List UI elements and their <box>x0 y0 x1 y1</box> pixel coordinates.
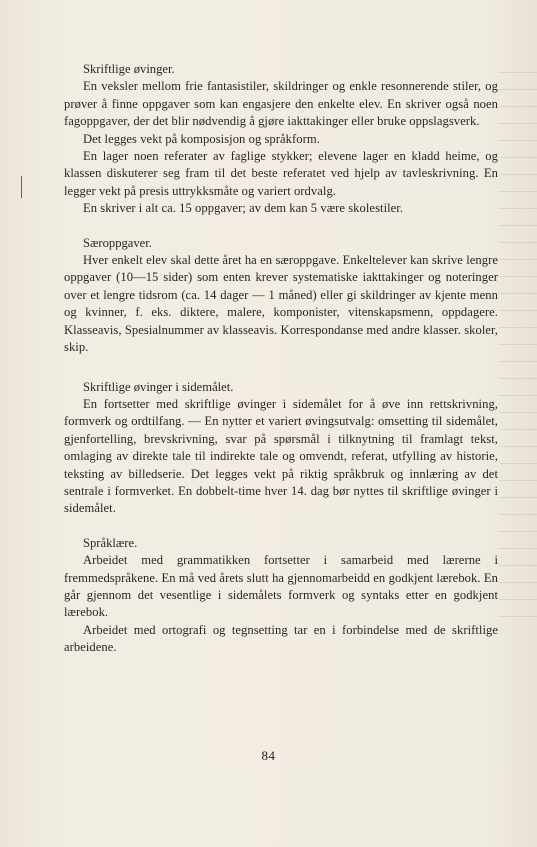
section-skriftlige-ovinger <box>64 61 498 218</box>
paragraph: Det legges vekt på komposisjon og språkform. <box>83 131 320 146</box>
section-saeroppgaver <box>64 235 498 357</box>
section-sidemalet <box>64 379 498 518</box>
page-number: 84 <box>261 748 276 763</box>
section-heading: Skriftlige øvinger. <box>83 62 175 76</box>
paragraph: En skriver i alt ca. 15 oppgaver; av dem kan 5 være skolestiler. <box>83 201 404 216</box>
show-through-text <box>499 60 537 620</box>
page-body <box>64 61 498 657</box>
paragraph: Arbeidet med ortografi og tegnsetting tar en i forbindelse med de skriftlige arbeidene. <box>64 622 498 655</box>
paragraph: Arbeidet med grammatikken fortsetter i samarbeid med lærerne i fremmedspråkene. En må ved årets slutt ha gjennomarbeidd en godkjent lærebok. En går gjennom det vesentlige i sidemålets formverk og syntaks etter en godkjent lærebok. <box>64 553 498 620</box>
margin-pencil-mark <box>21 176 22 198</box>
paragraph: En fortsetter med skriftlige øvinger i sidemålet for å øve inn rettskrivning, formverk og ordtilfang. — En nytter et variert øvingsutvalg: omsetting til sidemålet, gjenfortelling, brevskrivning, svar på spørsmål i tilknytning til framlagt tekst, omlaging av direkte tale til indirekte tale og omvendt, referat, utfylling av historie, teksting av billedserie. Det legges vekt på riktig språkbruk og innlæring av det sentrale i formverket. En dobbelt-time hver 14. dag bør nyttes til skriftlige øvinger i sidemålet. <box>64 396 498 516</box>
paragraph: En lager noen referater av faglige stykker; elevene lager en kladd heime, og klassen diskuterer seg fram til det beste referatet ved hjelp av tavleskrivning. En legger vekt på presis uttrykksmåte og variert ordvalg. <box>64 149 498 198</box>
paragraph: Hver enkelt elev skal dette året ha en særoppgave. Enkeltelever kan skrive lengre oppgaver (10—15 sider) som enten krever systematiske iakttakinger og noteringer over et lengre tidsrom (ca. 14 dager — 1 måned) eller gi skildringer av kjente menn og kvinner, f. eks. diktere, malere, komponister, vitenskapsmenn, oppdagere. Klasseavis, Spesialnummer av klasseavis. Korrespondanse med andre klasser. skoler, skip. <box>64 253 498 355</box>
section-heading: Skriftlige øvinger i sidemålet. <box>83 379 234 394</box>
section-heading: Språklære. <box>83 535 138 550</box>
section-heading: Særoppgaver. <box>83 235 152 250</box>
section-spraklaere <box>64 535 498 657</box>
paragraph: En veksler mellom frie fantasistiler, skildringer og enkle resonnerende stiler, og prøver å finne oppgaver som kan engasjere den enkelte elev. En skriver også noen fagoppgaver, der det blir nødvendig å gjøre iakttakinger eller bruke oppslagsverk. <box>64 79 498 129</box>
